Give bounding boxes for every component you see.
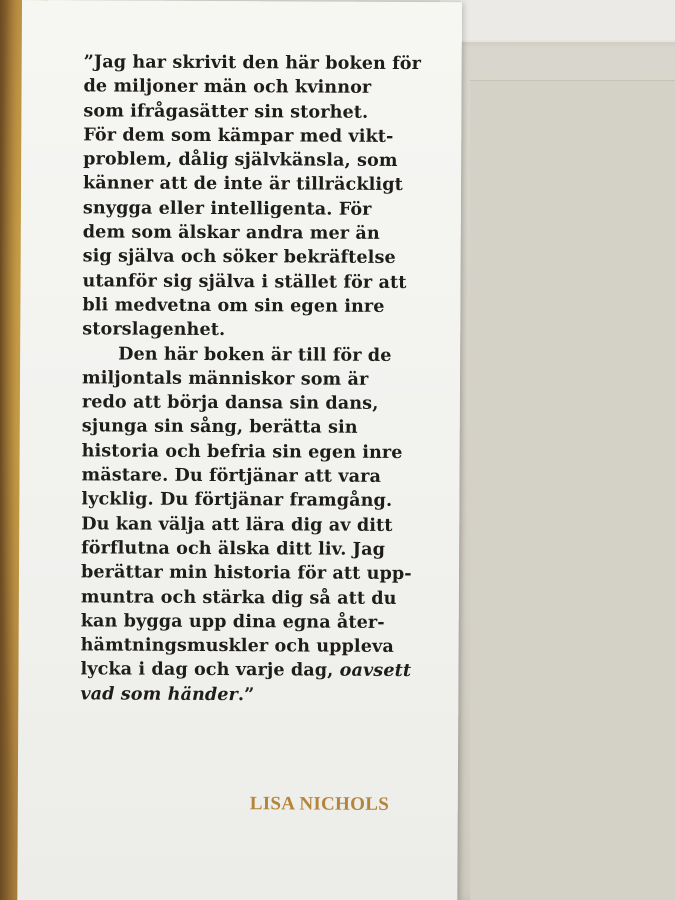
quote-line: Den här boken är till för de	[118, 343, 392, 366]
quote-line: problem, dålig självkänsla, som	[83, 148, 398, 172]
quote-line: ”Jag har skrivit den här boken för	[83, 51, 422, 75]
quote-italic-b: vad som händer	[80, 683, 239, 705]
quote-line: kan bygga upp dina egna åter-	[80, 610, 385, 633]
quote-line: lycklig. Du förtjänar framgång.	[81, 488, 393, 512]
quote-line: För dem som kämpar med vikt-	[83, 124, 394, 147]
quote-line: de miljoner män och kvinnor	[83, 75, 372, 99]
author-name: LISA NICHOLS	[249, 793, 390, 815]
background-card-inner	[470, 80, 675, 900]
quote-line: sjunga sin sång, berätta sin	[81, 415, 358, 439]
background-strip	[460, 0, 675, 40]
quote-line: miljontals människor som är	[81, 367, 369, 390]
quote-line: hämtningsmuskler och uppleva	[80, 634, 394, 658]
quote-line-25	[80, 658, 442, 684]
quote-line: mästare. Du förtjänar att vara	[81, 464, 382, 487]
quote-line: som ifrågasätter sin storhet.	[83, 99, 369, 123]
quote-line: muntra och stärka dig så att du	[80, 585, 397, 609]
quote-italic-a: oavsett	[339, 660, 412, 682]
quote-line: känner att de inte är tillräckligt	[82, 172, 403, 196]
quote-line: snygga eller intelligenta. För	[82, 197, 372, 220]
quote-line: Du kan välja att lära dig av ditt	[81, 512, 393, 536]
quote-closing-mark: .”	[237, 683, 255, 705]
quote-line-25-text: lycka i dag och varje dag,	[80, 658, 334, 682]
quote-line: utanför sig själva i stället för att	[82, 269, 407, 293]
quote-text	[80, 50, 445, 708]
quote-line: förflutna och älska ditt liv. Jag	[81, 537, 386, 560]
quote-line: redo att börja dansa sin dans,	[81, 391, 379, 415]
quote-line: dem som älskar andra mer än	[82, 221, 380, 244]
book-flap-page	[17, 0, 462, 900]
quote-line: storslagenhet.	[82, 318, 226, 341]
quote-line: berättar min historia för att upp-	[80, 561, 412, 585]
quote-line: sig själva och söker bekräftelse	[82, 245, 396, 269]
quote-final-line	[80, 682, 442, 708]
quote-line: bli medvetna om sin egen inre	[82, 294, 385, 317]
quote-line: historia och befria sin egen inre	[81, 440, 403, 463]
